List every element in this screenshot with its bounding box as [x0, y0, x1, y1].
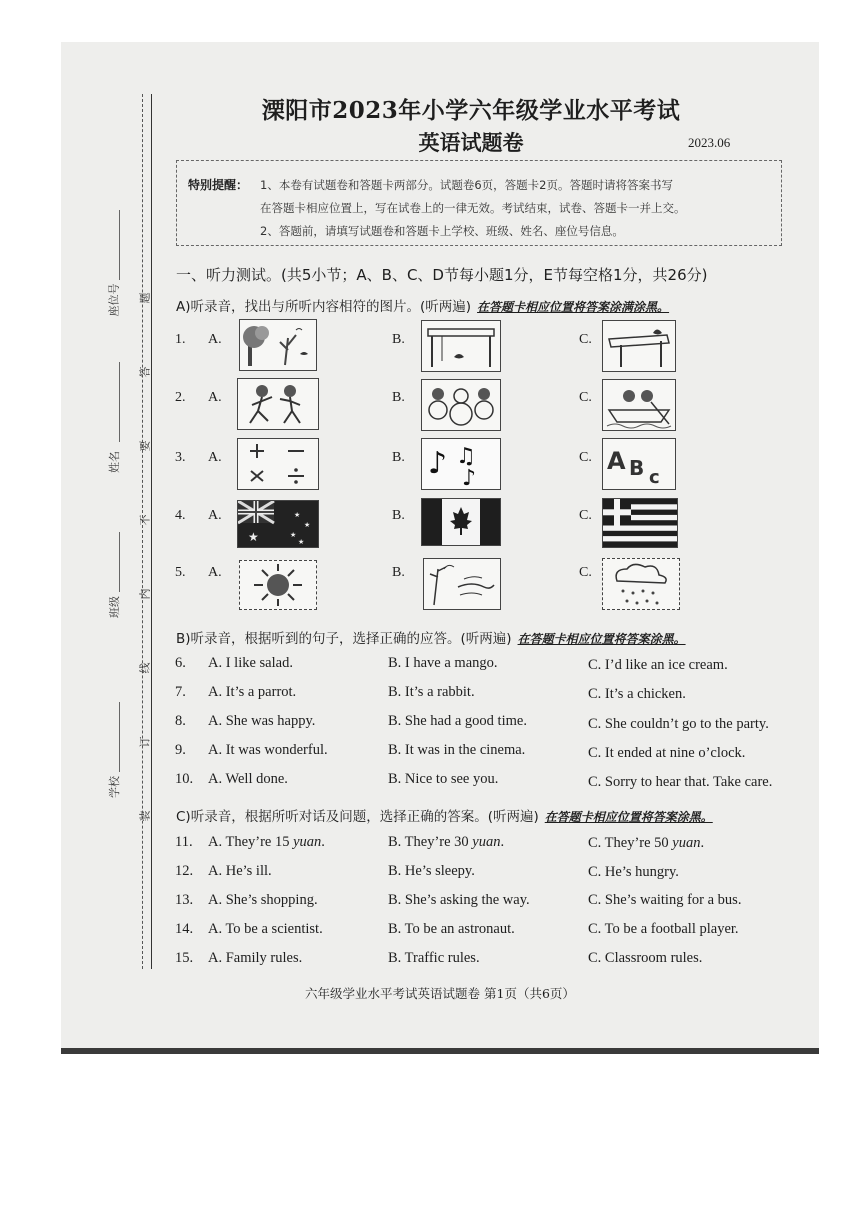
option-label: C.	[579, 450, 592, 465]
option-label: A.	[208, 508, 222, 523]
option-b: B. She had a good time.	[388, 713, 527, 729]
part-b-note: 在答题卡相应位置将答案涂黑。	[517, 632, 686, 646]
bird-under-desk-icon	[421, 320, 501, 372]
option-label: B.	[392, 390, 405, 405]
option-a: A. Family rules.	[208, 950, 303, 966]
margin-word: 答	[138, 366, 152, 378]
option-c: C. I’d like an ice cream.	[588, 657, 728, 673]
option-label: A.	[208, 565, 222, 580]
tree-with-birds-icon	[239, 319, 317, 371]
option-c: C. It’s a chicken.	[588, 686, 686, 702]
paper-shadow-edge	[61, 1048, 819, 1054]
option-c: C. Sorry to hear that. Take care.	[588, 774, 773, 790]
option-b: B. Nice to see you.	[388, 771, 499, 787]
question-number: 15.	[175, 950, 194, 966]
option-a: A. They’re 15 yuan.	[208, 834, 325, 850]
option-c: C. She’s waiting for a bus.	[588, 892, 742, 908]
seat-number-label: 座位号	[107, 283, 121, 317]
option-b: B. It was in the cinema.	[388, 742, 526, 758]
option-c: C. They’re 50 yuan.	[588, 835, 705, 851]
option-b: B. To be an astronaut.	[388, 921, 515, 937]
music-notes-icon	[421, 438, 501, 490]
option-b: B. She’s asking the way.	[388, 892, 530, 908]
option-a: A. He’s ill.	[208, 863, 272, 879]
margin-word: 内	[138, 588, 152, 600]
svg-text:c: c	[649, 467, 660, 488]
binding-line-solid	[151, 94, 152, 969]
kids-boating-icon	[602, 379, 676, 431]
wind-icon	[423, 558, 501, 610]
question-number: 12.	[175, 863, 194, 879]
option-c: C. He’s hungry.	[588, 864, 679, 880]
abc-letters-icon	[602, 438, 676, 490]
question-number: 11.	[175, 834, 193, 850]
page-footer: 六年级学业水平考试英语试题卷 第1页（共6页）	[305, 986, 575, 1001]
option-label: C.	[579, 565, 592, 580]
question-number: 1.	[175, 332, 186, 347]
margin-word: 订	[138, 736, 152, 748]
option-label: B.	[392, 332, 405, 347]
svg-text:♪: ♪	[462, 466, 477, 489]
svg-text:♫: ♫	[456, 444, 476, 469]
svg-text:B: B	[629, 456, 645, 480]
question-number: 13.	[175, 892, 194, 908]
question-number: 4.	[175, 508, 186, 523]
option-a: A. To be a scientist.	[208, 921, 323, 937]
option-b: B. Traffic rules.	[388, 950, 480, 966]
class-label: 班级	[108, 596, 121, 618]
part-b-heading	[176, 627, 686, 647]
canada-flag-icon	[421, 498, 501, 546]
question-number: 9.	[175, 742, 186, 758]
option-b: B. They’re 30 yuan.	[388, 834, 505, 850]
option-a: A. I like salad.	[208, 655, 293, 671]
option-c: C. It ended at nine o’clock.	[588, 745, 746, 761]
option-label: B.	[392, 508, 405, 523]
svg-text:♪: ♪	[428, 446, 448, 481]
svg-text:★: ★	[294, 511, 301, 519]
exam-paper	[61, 42, 819, 1050]
svg-text:★: ★	[248, 530, 259, 544]
sun-icon	[239, 560, 317, 610]
option-b: B. It’s a rabbit.	[388, 684, 475, 700]
part-b-instruction: B)听录音，根据听到的句子，选择正确的应答。(听两遍)	[176, 631, 512, 647]
option-label: C.	[579, 508, 592, 523]
rain-cloud-icon	[602, 558, 680, 610]
margin-word: 题	[138, 292, 152, 304]
option-b: B. He’s sleepy.	[388, 863, 475, 879]
section-one-heading: 一、听力测试。(共5小节；A、B、C、D节每小题1分，E节每空格1分，共26分)	[176, 266, 708, 284]
option-b: B. I have a mango.	[388, 655, 498, 671]
option-label: C.	[579, 332, 592, 347]
greece-flag-icon	[602, 498, 678, 548]
school-label: 学校	[108, 776, 121, 798]
name-blank	[119, 362, 120, 442]
australia-flag-icon	[237, 500, 319, 548]
exam-subtitle: 英语试题卷	[418, 130, 524, 155]
math-symbols-icon	[237, 438, 319, 490]
option-label: A.	[208, 390, 222, 405]
part-c-note: 在答题卡相应位置将答案涂黑。	[544, 810, 713, 824]
kids-snowman-icon	[421, 379, 501, 431]
school-blank	[119, 702, 120, 772]
margin-word: 线	[138, 662, 152, 674]
option-c: C. Classroom rules.	[588, 950, 703, 966]
exam-date: 2023.06	[688, 135, 731, 150]
svg-text:★: ★	[304, 521, 311, 529]
part-a-instruction: A)听录音，找出与所听内容相符的图片。(听两遍)	[176, 299, 472, 315]
notice-line: 1、本卷有试题卷和答题卡两部分。试题卷6页，答题卡2页。答题时请将答案书写	[260, 178, 673, 192]
bird-on-desk-icon	[602, 320, 676, 372]
svg-text:★: ★	[298, 538, 305, 546]
notice-box	[176, 160, 782, 246]
question-number: 3.	[175, 450, 186, 465]
exam-title: 溧阳市2023年小学六年级学业水平考试	[261, 97, 681, 124]
margin-word: 要	[138, 440, 152, 452]
option-label: C.	[579, 390, 592, 405]
name-label: 姓名	[108, 451, 121, 473]
part-c-heading	[176, 805, 713, 825]
option-label: A.	[208, 332, 222, 347]
question-number: 6.	[175, 655, 186, 671]
class-blank	[119, 532, 120, 592]
svg-text:A: A	[607, 447, 626, 475]
option-c: C. To be a football player.	[588, 921, 739, 937]
part-a-heading	[176, 295, 669, 315]
option-label: B.	[392, 565, 405, 580]
option-a: A. It was wonderful.	[208, 742, 328, 758]
question-number: 10.	[175, 771, 194, 787]
seat-number-blank	[119, 210, 120, 280]
question-number: 14.	[175, 921, 194, 937]
question-number: 5.	[175, 565, 186, 580]
option-a: A. Well done.	[208, 771, 288, 787]
margin-word: 装	[138, 810, 152, 822]
question-number: 2.	[175, 390, 186, 405]
notice-line: 在答题卡相应位置上，写在试卷上的一律无效。考试结束，试卷、答题卡一并上交。	[260, 201, 686, 215]
notice-line: 2、答题前，请填写试题卷和答题卡上学校、班级、姓名、座位号信息。	[260, 224, 624, 238]
option-a: A. She’s shopping.	[208, 892, 318, 908]
notice-label: 特别提醒：	[188, 178, 249, 192]
option-a: A. It’s a parrot.	[208, 684, 297, 700]
part-a-note: 在答题卡相应位置将答案涂满涂黑。	[477, 300, 670, 314]
part-c-instruction: C)听录音，根据所听对话及问题，选择正确的答案。(听两遍)	[176, 809, 539, 825]
svg-text:★: ★	[290, 531, 297, 539]
option-label: B.	[392, 450, 405, 465]
option-label: A.	[208, 450, 222, 465]
question-number: 7.	[175, 684, 186, 700]
kids-skating-icon	[237, 378, 319, 430]
margin-word: 不	[138, 514, 152, 526]
binding-line-dashed	[142, 94, 143, 969]
option-a: A. She was happy.	[208, 713, 316, 729]
question-number: 8.	[175, 713, 186, 729]
option-c: C. She couldn’t go to the party.	[588, 716, 769, 732]
